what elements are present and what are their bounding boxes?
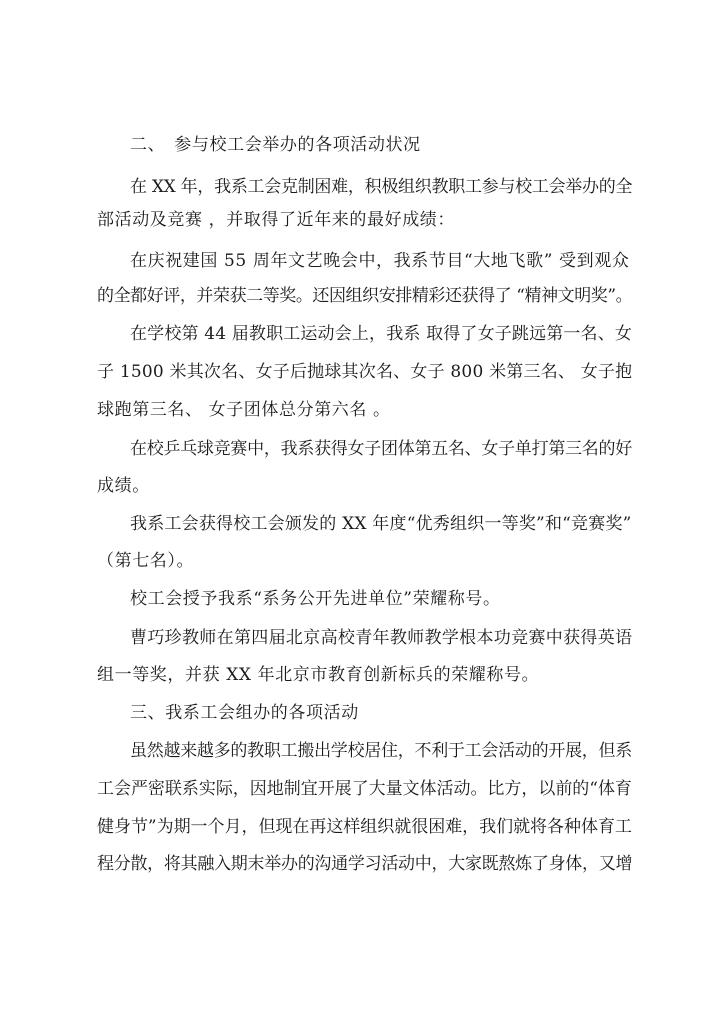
paragraph-line: 工会严密联系实际，因地制宜开展了大量文体活动。比方，以前的“体育 (97, 779, 632, 799)
paragraph-line: 在 XX 年，我系工会克制困难，积极组织教职工参与校工会举办的全 (130, 177, 633, 197)
paragraph-line: 组一等奖，并获 XX 年北京市教育创新标兵的荣耀称号。 (97, 665, 540, 685)
paragraph-line: 的全都好评，并荣获二等奖。还因组织安排精彩还获得了 “精神文明奖”。 (97, 286, 633, 306)
section-heading-3: 三、我系工会组办的各项活动 (130, 703, 359, 723)
paragraph-line: 在学校第 44 届教职工运动会上，我系 取得了女子跳远第一名、女 (130, 324, 633, 344)
paragraph-line: 在校乒乓球竞赛中，我系获得女子团体第五名、女子单打第三名的好 (130, 439, 632, 459)
paragraph-line: 在庆祝建国 55 周年文艺晚会中，我系节目“大地飞歌” 受到观众 (130, 251, 630, 271)
paragraph-line: 子 1500 米其次名、女子后抛球其次名、女子 800 米第三名、 女子抱 (97, 362, 633, 382)
paragraph-line: 程分散，将其融入期末举办的沟通学习活动中，大家既熬炼了身体，又增 (97, 854, 633, 874)
paragraph-line: 部活动及竞赛 ，并取得了近年来的最好成绩： (97, 210, 456, 230)
paragraph-line: （第七名）。 (97, 551, 195, 571)
paragraph-line: 虽然越来越多的教职工搬出学校居住，不利于工会活动的开展，但系 (130, 741, 632, 761)
paragraph-line: 我系工会获得校工会颁发的 XX 年度“优秀组织一等奖”和“竞赛奖” (130, 514, 632, 534)
paragraph-line: 健身节”为期一个月，但现在再这样组织就很困难，我们就将各种体育工 (97, 817, 632, 837)
paragraph-line: 球跑第三名、 女子团体总分第六名 。 (97, 400, 391, 420)
paragraph-line: 曹巧珍教师在第四届北京高校青年教师教学根本功竞赛中获得英语 (130, 628, 633, 648)
paragraph-line: 成绩。 (97, 476, 150, 496)
paragraph-line: 校工会授予我系“系务公开先进单位”荣耀称号。 (130, 589, 501, 609)
section-heading-2: 二、 参与校工会举办的各项活动状况 (130, 135, 421, 155)
